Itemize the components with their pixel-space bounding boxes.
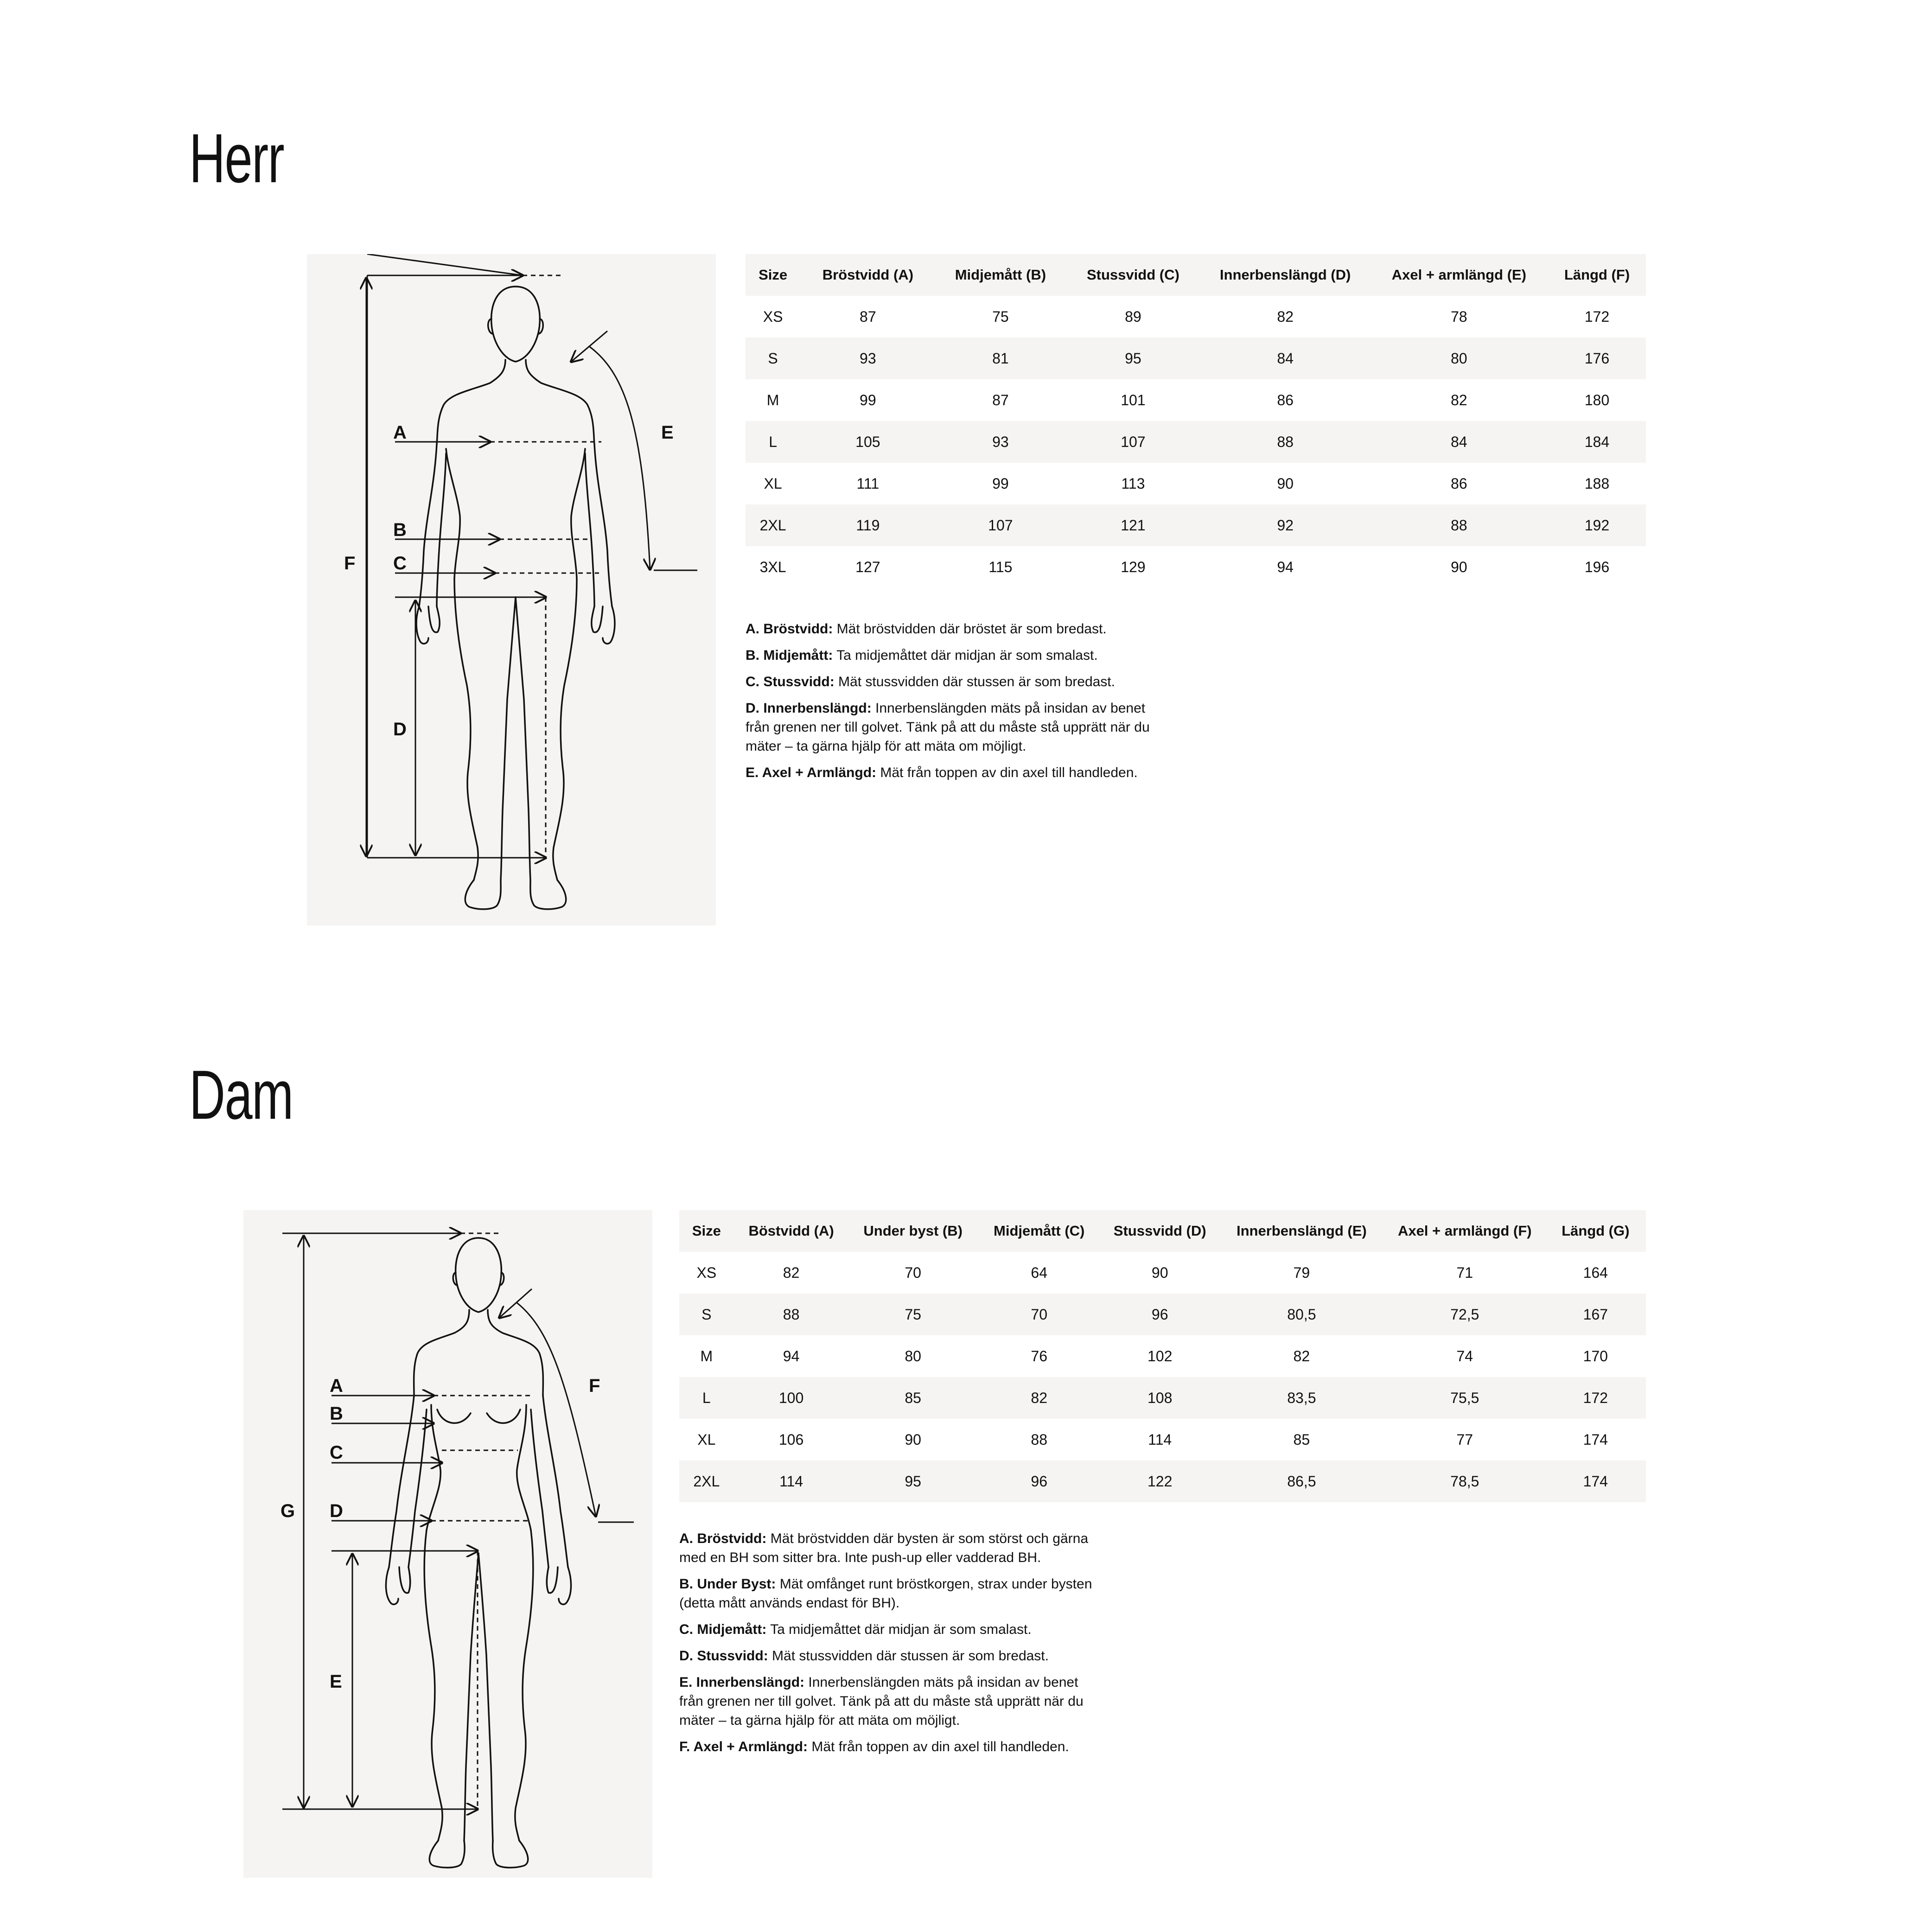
table-row xyxy=(746,463,1646,504)
table-cell: 96 xyxy=(1031,1473,1047,1490)
table-cell: 164 xyxy=(1583,1264,1608,1281)
table-cell: 81 xyxy=(992,350,1009,367)
table-cell: 105 xyxy=(855,433,880,450)
table-cell: 101 xyxy=(1121,391,1146,408)
label-e: E xyxy=(330,1671,342,1692)
male-measurement-figure xyxy=(307,254,716,925)
table-cell: 88 xyxy=(1277,433,1294,450)
column-header: Axel + armlängd (E) xyxy=(1391,267,1526,283)
note-text: Innerbenslängden mäts på insidan av benet från grenen ner till golvet. Tänk på att du måste stå upprätt när du mäter – ta gärna hjälp för att mäta om möjligt. xyxy=(746,701,1150,754)
table-cell: 79 xyxy=(1293,1264,1310,1281)
table-cell: L xyxy=(702,1389,711,1406)
label-d: D xyxy=(330,1501,343,1521)
label-b: B xyxy=(393,520,407,540)
table-cell: 172 xyxy=(1583,1389,1608,1406)
note-item xyxy=(746,619,1172,638)
table-cell: 83,5 xyxy=(1287,1389,1316,1406)
label-f: F xyxy=(589,1376,600,1396)
column-header: Längd (F) xyxy=(1564,267,1630,283)
table-cell: 113 xyxy=(1121,475,1145,492)
note-item xyxy=(746,672,1172,691)
table-cell: 95 xyxy=(1125,350,1141,367)
column-header: Innerbenslängd (E) xyxy=(1236,1223,1367,1239)
table-cell: 93 xyxy=(992,433,1009,450)
table-cell: S xyxy=(701,1306,712,1323)
table-cell: 121 xyxy=(1121,516,1146,534)
table-cell: 127 xyxy=(855,558,880,575)
table-cell: 90 xyxy=(1450,558,1467,575)
note-item xyxy=(679,1673,1106,1730)
table-cell: 100 xyxy=(778,1389,804,1406)
table-cell: 71 xyxy=(1456,1264,1473,1281)
table-cell: 86,5 xyxy=(1287,1473,1316,1490)
note-term: E. Innerbenslängd: xyxy=(679,1675,805,1690)
note-term: E. Axel + Armlängd: xyxy=(746,765,877,780)
table-row xyxy=(746,296,1646,338)
table-cell: 75,5 xyxy=(1450,1389,1479,1406)
table-cell: 114 xyxy=(779,1473,803,1490)
table-cell: 111 xyxy=(856,475,880,492)
table-cell: M xyxy=(700,1347,713,1365)
note-text: Mät stussvidden där stussen är som bredast. xyxy=(834,674,1115,689)
table-cell: 75 xyxy=(905,1306,921,1323)
note-term: C. Stussvidd: xyxy=(746,674,835,689)
table-cell: 92 xyxy=(1277,516,1294,534)
table-cell: XS xyxy=(763,308,783,325)
table-cell: 82 xyxy=(1450,391,1467,408)
table-cell: 129 xyxy=(1121,558,1146,575)
table-cell: 86 xyxy=(1277,391,1294,408)
section-title-dam: Dam xyxy=(189,1056,293,1134)
table-row xyxy=(679,1252,1646,1294)
table-cell: XL xyxy=(764,475,782,492)
column-header: Stussvidd (C) xyxy=(1086,267,1180,283)
table-cell: 2XL xyxy=(759,516,786,534)
label-a: A xyxy=(393,422,407,443)
table-row xyxy=(679,1335,1646,1377)
table-cell: 108 xyxy=(1147,1389,1173,1406)
table-row xyxy=(746,504,1646,546)
table-cell: 99 xyxy=(992,475,1009,492)
table-cell: 88 xyxy=(783,1306,800,1323)
column-header: Midjemått (B) xyxy=(955,267,1046,283)
table-cell: 107 xyxy=(1121,433,1146,450)
table-row xyxy=(679,1377,1646,1419)
table-cell: 94 xyxy=(1277,558,1294,575)
note-term: F. Axel + Armlängd: xyxy=(679,1739,808,1754)
table-cell: 99 xyxy=(860,391,876,408)
note-text: Mät stussvidden där stussen är som bredast. xyxy=(768,1648,1049,1664)
table-cell: 78,5 xyxy=(1450,1473,1479,1490)
note-term: C. Midjemått: xyxy=(679,1622,767,1637)
table-cell: 84 xyxy=(1450,433,1467,450)
note-text: Mät bröstvidden där bysten är som störst och gärna med en BH som sitter bra. Inte push-up eller vadderad BH. xyxy=(679,1531,1089,1565)
table-cell: 93 xyxy=(860,350,876,367)
table-cell: 75 xyxy=(992,308,1009,325)
female-body-diagram xyxy=(243,1210,652,1878)
note-item xyxy=(746,646,1172,665)
table-cell: 80 xyxy=(905,1347,921,1365)
table-row xyxy=(746,379,1646,421)
table-row xyxy=(746,421,1646,463)
table-cell: 89 xyxy=(1125,308,1141,325)
note-text: Mät från toppen av din axel till handleden. xyxy=(876,765,1138,780)
table-cell: 90 xyxy=(1277,475,1294,492)
table-cell: 180 xyxy=(1584,391,1610,408)
label-e: E xyxy=(661,422,674,443)
table-cell: 87 xyxy=(992,391,1009,408)
table-cell: 174 xyxy=(1583,1431,1608,1448)
note-term: A. Bröstvidd: xyxy=(746,621,833,637)
table-cell: 82 xyxy=(1293,1347,1310,1365)
table-row xyxy=(679,1294,1646,1335)
column-header: Under byst (B) xyxy=(863,1223,963,1239)
note-text: Mät från toppen av din axel till handleden. xyxy=(808,1739,1069,1754)
table-row xyxy=(679,1460,1646,1502)
table-cell: 85 xyxy=(905,1389,921,1406)
column-header: Size xyxy=(759,267,788,283)
note-text: Mät omfånget runt bröstkorgen, strax under bysten (detta mått används endast för BH). xyxy=(679,1576,1092,1611)
table-row xyxy=(679,1419,1646,1460)
column-header: Bröstvidd (A) xyxy=(822,267,914,283)
table-cell: 90 xyxy=(1151,1264,1168,1281)
column-header: Böstvidd (A) xyxy=(748,1223,834,1239)
table-cell: 88 xyxy=(1031,1431,1047,1448)
table-header-row xyxy=(746,254,1646,296)
table-cell: XS xyxy=(696,1264,717,1281)
table-cell: 2XL xyxy=(693,1473,720,1490)
table-cell: 80,5 xyxy=(1287,1306,1316,1323)
table-cell: 174 xyxy=(1583,1473,1608,1490)
male-body-diagram xyxy=(307,254,716,925)
table-cell: 90 xyxy=(905,1431,921,1448)
measurement-notes-dam xyxy=(679,1529,1106,1764)
table-cell: 95 xyxy=(905,1473,921,1490)
table-cell: 88 xyxy=(1450,516,1467,534)
table-cell: 107 xyxy=(988,516,1013,534)
table-cell: 77 xyxy=(1456,1431,1473,1448)
table-cell: 85 xyxy=(1293,1431,1310,1448)
column-header: Längd (G) xyxy=(1562,1223,1630,1239)
table-cell: 80 xyxy=(1450,350,1467,367)
column-header: Size xyxy=(692,1223,721,1239)
label-c: C xyxy=(393,553,407,574)
table-cell: 70 xyxy=(1031,1306,1047,1323)
table-cell: 76 xyxy=(1031,1347,1047,1365)
table-cell: 70 xyxy=(905,1264,921,1281)
note-item xyxy=(746,699,1172,756)
note-item xyxy=(679,1646,1106,1665)
table-cell: 122 xyxy=(1147,1473,1173,1490)
table-cell: 82 xyxy=(1031,1389,1047,1406)
table-row xyxy=(746,338,1646,379)
table-cell: 78 xyxy=(1450,308,1467,325)
note-item xyxy=(679,1737,1106,1756)
column-header: Midjemått (C) xyxy=(994,1223,1085,1239)
table-cell: 176 xyxy=(1584,350,1610,367)
table-cell: 82 xyxy=(783,1264,800,1281)
note-item xyxy=(679,1620,1106,1639)
table-cell: 102 xyxy=(1147,1347,1173,1365)
note-item xyxy=(679,1575,1106,1613)
note-term: D. Innerbenslängd: xyxy=(746,701,872,716)
measurement-notes-herr xyxy=(746,619,1172,790)
note-term: D. Stussvidd: xyxy=(679,1648,768,1664)
table-cell: 115 xyxy=(988,558,1013,575)
label-a: A xyxy=(330,1376,343,1396)
size-table-dam xyxy=(679,1210,1646,1502)
table-cell: 64 xyxy=(1031,1264,1047,1281)
table-cell: 170 xyxy=(1583,1347,1608,1365)
table-cell: 172 xyxy=(1584,308,1610,325)
female-measurement-figure xyxy=(243,1210,652,1878)
label-f: F xyxy=(344,553,356,574)
size-table-herr xyxy=(746,254,1646,588)
label-d: D xyxy=(393,719,407,740)
note-text: Mät bröstvidden där bröstet är som bredast. xyxy=(833,621,1107,637)
table-cell: 188 xyxy=(1584,475,1610,492)
table-cell: 196 xyxy=(1584,558,1610,575)
table-cell: 192 xyxy=(1584,516,1610,534)
table-cell: L xyxy=(769,433,777,450)
note-term: B. Under Byst: xyxy=(679,1576,776,1592)
table-cell: 87 xyxy=(860,308,876,325)
table-cell: 184 xyxy=(1584,433,1610,450)
section-title-herr: Herr xyxy=(189,119,284,197)
table-cell: S xyxy=(768,350,778,367)
note-item xyxy=(679,1529,1106,1567)
note-text: Ta midjemåttet där midjan är som smalast. xyxy=(766,1622,1032,1637)
column-header: Axel + armlängd (F) xyxy=(1397,1223,1532,1239)
column-header: Innerbenslängd (D) xyxy=(1219,267,1351,283)
label-b: B xyxy=(330,1403,343,1424)
table-cell: 114 xyxy=(1148,1431,1172,1448)
note-text: Ta midjemåttet där midjan är som smalast. xyxy=(833,648,1098,663)
label-c: C xyxy=(330,1442,343,1463)
table-cell: 82 xyxy=(1277,308,1294,325)
table-header-row xyxy=(679,1210,1646,1252)
note-term: A. Bröstvidd: xyxy=(679,1531,767,1546)
table-cell: 86 xyxy=(1450,475,1467,492)
table-row xyxy=(746,546,1646,588)
table-cell: 3XL xyxy=(759,558,786,575)
table-cell: 119 xyxy=(856,516,880,534)
table-cell: M xyxy=(766,391,779,408)
note-item xyxy=(746,763,1172,782)
table-cell: 74 xyxy=(1456,1347,1473,1365)
note-text: Innerbenslängden mäts på insidan av benet från grenen ner till golvet. Tänk på att du måste stå upprätt när du mäter – ta gärna hjälp för att mäta om möjligt. xyxy=(679,1675,1084,1728)
column-header: Stussvidd (D) xyxy=(1113,1223,1206,1239)
table-cell: 84 xyxy=(1277,350,1294,367)
table-cell: 94 xyxy=(783,1347,800,1365)
table-cell: 72,5 xyxy=(1450,1306,1479,1323)
table-cell: XL xyxy=(697,1431,716,1448)
table-cell: 96 xyxy=(1151,1306,1168,1323)
table-cell: 167 xyxy=(1583,1306,1608,1323)
table-cell: 106 xyxy=(778,1431,804,1448)
label-g: G xyxy=(281,1501,295,1521)
note-term: B. Midjemått: xyxy=(746,648,833,663)
